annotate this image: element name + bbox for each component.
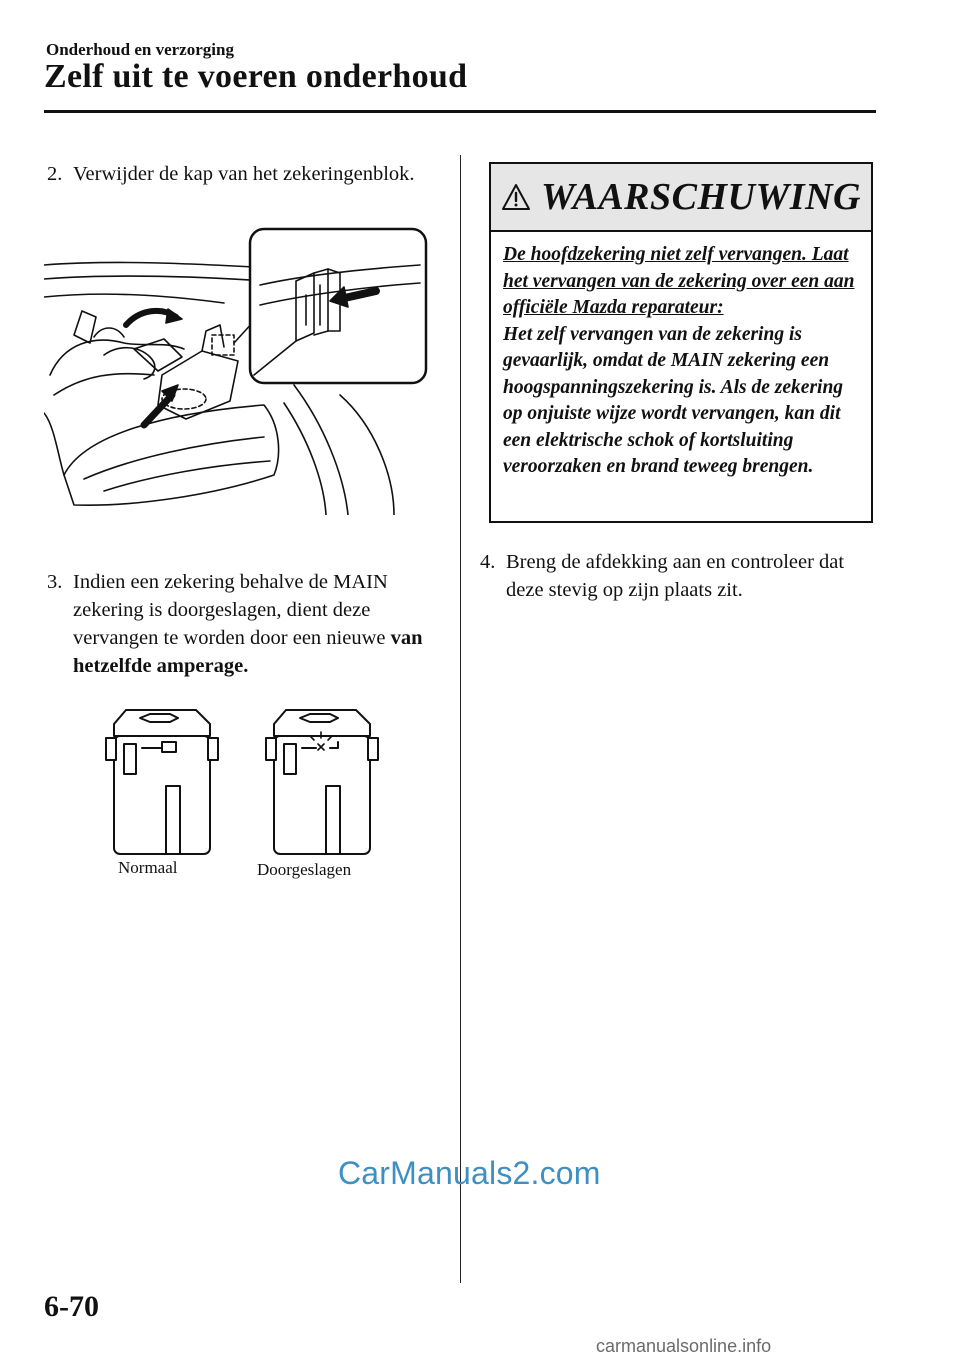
- fuse-label-normal: Normaal: [118, 858, 178, 877]
- step-text: Breng de afdekking aan en controleer dat deze stevig op zijn plaats zit.: [506, 551, 845, 601]
- warning-text: Het zelf vervangen van de zekering is gevaarlijk, omdat de MAIN zekering een hoogspanningszekering is. Als de zekering op onjuiste wijze wordt vervangen, kan dit een elektrische schok of kortsluiting veroorzaken en brand teweeg brengen.: [503, 323, 844, 477]
- blown-fuse-icon: [266, 710, 378, 854]
- fuse-comparison-figure: [100, 700, 390, 890]
- step-number: 2.: [47, 163, 63, 185]
- warning-title: WAARSCHUWING: [541, 176, 861, 218]
- watermark-site[interactable]: carmanualsonline.info: [596, 1336, 772, 1356]
- watermark-brand[interactable]: CarManuals2.com: [338, 1155, 601, 1191]
- step-text: Verwijder de kap van het zekeringenblok.: [73, 163, 415, 185]
- step-3: [47, 568, 447, 680]
- warning-body: [491, 232, 871, 481]
- step-number: 3.: [47, 571, 63, 593]
- fuse-box-illustration: [44, 225, 430, 515]
- fuse-illustrations: [100, 700, 390, 860]
- fuse-label-blown: Doorgeslagen: [257, 860, 352, 879]
- page-number: 6-70: [44, 1290, 99, 1323]
- section-label: Onderhoud en verzorging: [46, 40, 234, 59]
- normal-fuse-icon: [106, 710, 218, 854]
- step-text: Indien een zekering behalve de MAIN zekering is doorgeslagen, dient deze vervangen te worden door een nieuwe: [73, 571, 388, 649]
- warning-header: [491, 164, 871, 232]
- step-text-bold: van hetzelfde amperage.: [73, 627, 423, 677]
- page-title: Zelf uit te voeren onderhoud: [44, 58, 468, 95]
- warning-triangle-icon: [501, 183, 531, 211]
- warning-lead: De hoofdzekering niet zelf vervangen. Laat het vervangen van de zekering over een aan officiële Mazda reparateur:: [503, 244, 855, 318]
- step-4: [480, 548, 870, 604]
- step-number: 4.: [480, 551, 496, 573]
- title-rule: [44, 110, 876, 113]
- warning-box: [489, 162, 873, 523]
- column-divider: [460, 155, 461, 1283]
- step-2: [47, 160, 437, 188]
